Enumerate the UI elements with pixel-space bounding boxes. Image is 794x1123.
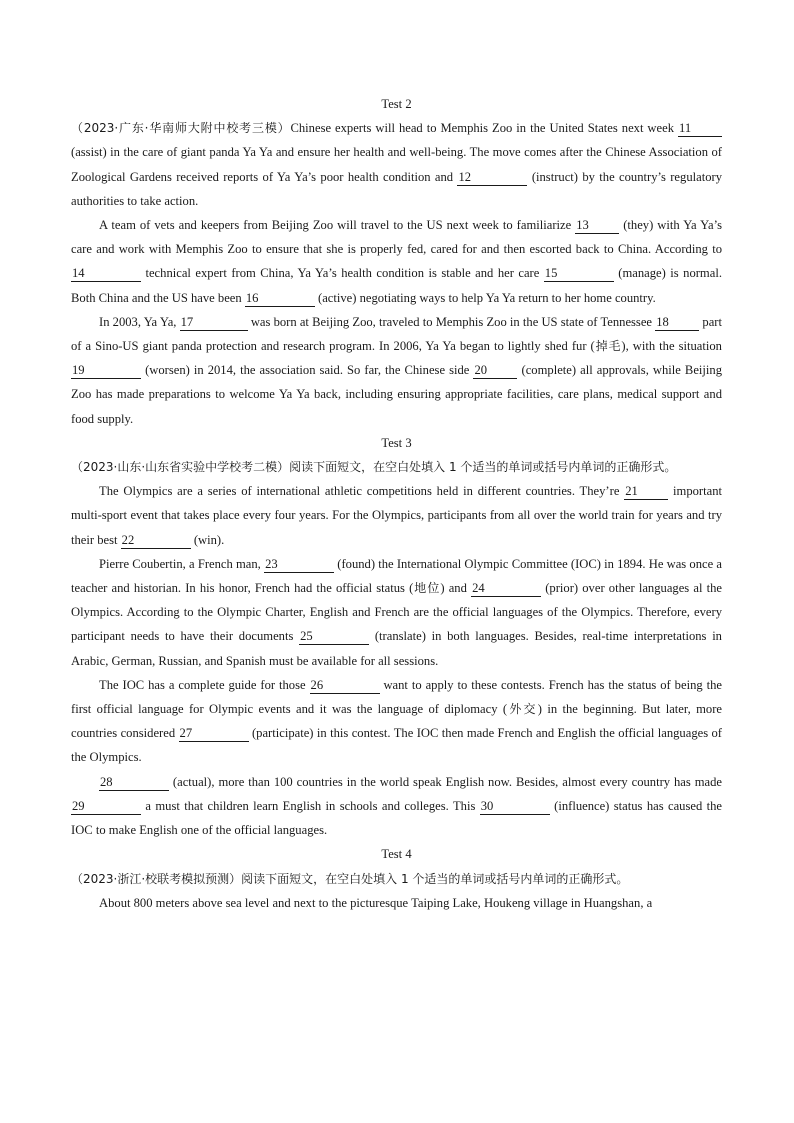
text-span: ), with the situation [621,339,722,354]
blank-15[interactable]: 15 [544,266,614,282]
blank-29[interactable]: 29 [71,799,141,815]
text-span: The IOC has a complete guide for those [99,677,306,692]
blank-20[interactable]: 20 [473,363,517,379]
blank-14[interactable]: 14 [71,266,141,282]
chinese-gloss: 掉毛 [594,339,622,354]
blank-25[interactable]: 25 [299,629,369,645]
text-span: was born at Beijing Zoo, traveled to Memphis Zoo in the US state of Tennessee [250,314,653,329]
text-span: A team of vets and keepers from Beijing Zoo will travel to the US next week to familiarize [99,218,572,233]
blank-13[interactable]: 13 [575,218,619,234]
text-span: (assist) in the care of giant panda Ya Ya and ensure her health and well-being. The move comes after the Chinese Association of Zoological Gardens received reports of Ya Ya’s poor health condition and [71,145,722,184]
blank-27[interactable]: 27 [179,726,249,742]
blank-17[interactable]: 17 [180,315,248,331]
blank-24[interactable]: 24 [471,581,541,597]
text-span: (found) the International Olympic Committee (IOC) in 1894. He was once a teacher and historian. In his honor, French had the official status ( [71,556,722,596]
text-span: (participate) in this contest. The IOC then made French and English the official languages of the Olympics. [71,726,723,765]
text-span: a must that children learn English in schools and colleges. This [145,798,476,813]
text-span: (instruct) by the country’s regulatory authorities to take action. [71,169,722,208]
text-span: technical expert from China, Ya Ya’s health condition is stable and her care [145,266,540,281]
test3-paragraph-1 [71,479,722,552]
test2-paragraph-1 [71,116,722,213]
blank-23[interactable]: 23 [264,557,334,573]
blank-28[interactable]: 28 [99,775,169,791]
text-span: important multi-sport event that takes place every four years. For the Olympics, participants from all over the world train for years and try their best [71,484,723,547]
test3-title: Test 3 [381,435,412,450]
test2-source: （2023·广东·华南师大附中校考三模） [71,121,291,136]
blank-12[interactable]: 12 [457,170,527,186]
document-page [71,92,722,915]
test4-title: Test 4 [381,847,412,862]
test3-paragraph-4 [71,770,722,843]
text-span: Chinese experts will head to Memphis Zoo in the United States next week [290,121,675,136]
text-span: (complete) all approvals, while Beijing Zoo has made preparations to welcome Ya Ya back, including ensuring appropriate facilities, care plans, medical support and food supply. [71,363,723,426]
blank-30[interactable]: 30 [480,799,550,815]
blank-26[interactable]: 26 [310,678,380,694]
test3-source: （2023·山东·山东省实验中学校考二模）阅读下面短文，在空白处填入 1 个适当的单词或括号内单词的正确形式。 [71,460,677,475]
blank-19[interactable]: 19 [71,363,141,379]
text-span: (manage) is normal. Both China and the US have been [71,266,722,305]
text-span: part of a Sino-US giant panda protection and research program. In 2006, Ya Ya began to lightly shed fur ( [71,314,722,354]
test2-paragraph-3 [71,310,722,431]
text-span: (worsen) in 2014, the association said. So far, the Chinese side [145,363,470,378]
text-span: In 2003, Ya Ya, [99,314,177,329]
blank-22[interactable]: 22 [121,533,191,549]
text-span: Pierre Coubertin, a French man, [99,556,261,571]
text-span: (prior) over other languages al the Olympics. According to the Olympic Charter, English and French are the official languages of the Olympics. Therefore, every participant needs to have their documents [71,581,722,644]
blank-18[interactable]: 18 [655,315,699,331]
blank-21[interactable]: 21 [624,484,668,500]
text-span: About 800 meters above sea level and next to the picturesque Taiping Lake, Houkeng village in Huangshan, a [99,895,653,910]
chinese-gloss: 地位 [413,581,441,596]
test2-title: Test 2 [381,97,412,111]
text-span: (win). [193,532,225,547]
blank-11[interactable]: 11 [678,121,722,137]
text-span: (they) with Ya Ya’s care and work with Memphis Zoo to ensure that she is properly fed, cared for and then escorted back to China. According to [71,218,722,257]
text-span: (active) negotiating ways to help Ya Ya return to her home country. [318,290,656,305]
text-span: ) in the beginning. But later, more countries considered [71,702,722,741]
test3-paragraph-2 [71,552,722,673]
test3-instructions [71,455,722,479]
test4-source: （2023·浙江·校联考模拟预测）阅读下面短文，在空白处填入 1 个适当的单词或括号内单词的正确形式。 [71,871,629,886]
text-span: want to apply to these contests. French has the status of being the first official language for Olympic events and it was the language of diplomacy ( [71,677,722,717]
test2-paragraph-2 [71,213,722,310]
text-span: (influence) status has caused the IOC to make English one of the official languages. [71,798,723,838]
test4-instructions [71,867,722,891]
text-span: ) and [440,581,467,596]
test4-paragraph-1 [71,891,722,915]
test3-paragraph-3 [71,673,722,770]
text-span: (translate) in both languages. Besides, real-time interpretations in Arabic, German, Russian, and Spanish must be available for all sessions. [71,629,722,668]
chinese-gloss: 外交 [507,702,538,717]
text-span: (actual), more than 100 countries in the world speak English now. Besides, almost every country has made [172,774,722,789]
blank-16[interactable]: 16 [245,291,315,307]
text-span: The Olympics are a series of international athletic competitions held in different countries. They’re [99,484,620,499]
